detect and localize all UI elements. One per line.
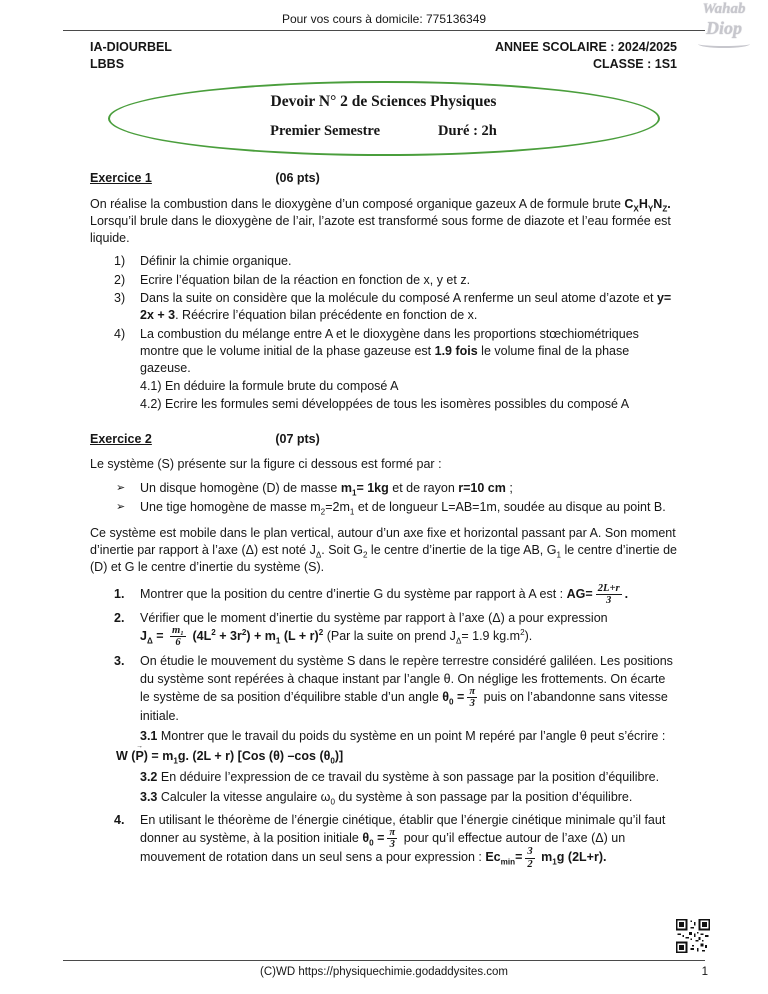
item-number: 1) bbox=[114, 253, 126, 268]
item-text bbox=[140, 326, 677, 412]
list-item bbox=[90, 582, 677, 606]
brand-logo-text-line1: Wahab bbox=[702, 1, 746, 17]
item-text: En utilisant le théorème de l’énergie cinétique, établir que l’énergie cinétique minimale qu’il faut donner au système, à la position initiale $\theta_0$ = $\frac{\pi}{3}$ pour qu’il effectue autour de l’axe (Δ) un mouvement de rotation dans un seul sens a pour expression : $Ec_{min}=$ $\frac{3}{2}$ $m_1g$ (2L+r). bbox=[140, 812, 666, 870]
exercise1-intro: On réalise la combustion dans le dioxygène d’un composé organique gazeux A de formule brute $C_XH_YN_Z$. Lorsqu’il brule dans le dioxygène de l’air, l’azote est transformé sous forme de diazote et l’eau formée est liquide. bbox=[90, 197, 671, 245]
page-number: 1 bbox=[701, 966, 708, 979]
exercise2-points: (07 pts) bbox=[275, 431, 320, 446]
document-subtitle-row bbox=[120, 122, 648, 142]
exercise2-title: Exercice 2 bbox=[90, 431, 152, 446]
list-item bbox=[90, 326, 677, 412]
exercise1-heading-row bbox=[90, 170, 677, 187]
item-text: Dans la suite on considère que la molécule du composé A renferme un seul atome d’azote et y= 2x + 3. Réécrire l’équation bilan précédente en fonction de x. bbox=[140, 291, 672, 323]
item-number: 2) bbox=[114, 272, 126, 287]
bullet-item bbox=[90, 480, 677, 497]
item-text bbox=[116, 652, 677, 807]
item-number: 1. bbox=[114, 586, 125, 601]
sub-question-3-2: 3.2 En déduire l’expression de ce travail du système à son passage par la position d’équilibre. bbox=[140, 769, 660, 784]
header-right-block bbox=[495, 39, 677, 73]
document-content bbox=[90, 36, 677, 873]
brand-logo-text-line2: Diop bbox=[706, 18, 742, 38]
brand-logo bbox=[688, 2, 760, 48]
document-title: Devoir N° 2 de Sciences Physiques bbox=[270, 92, 497, 110]
header-contact-note: Pour vos cours à domicile: 775136349 bbox=[281, 12, 487, 26]
list-item bbox=[90, 290, 677, 324]
sub-question-3-3: 3.3 Calculer la vitesse angulaire $\omega_0$ du système à son passage par la position d’équilibre. bbox=[140, 789, 633, 807]
school-year: ANNEE SCOLAIRE : 2024/2025 bbox=[494, 40, 677, 54]
item-number: 4. bbox=[114, 812, 125, 827]
bullet-text: Une tige homogène de masse $m_2=2m_1$ et de longueur L=AB=1m, soudée au disque au point B. bbox=[140, 500, 666, 517]
list-item bbox=[90, 609, 677, 649]
exercise1-points: (06 pts) bbox=[275, 171, 320, 186]
qr-code bbox=[676, 918, 710, 954]
arrow-bullet-icon: ➢ bbox=[116, 501, 126, 514]
school-region: IA-DIOURBEL bbox=[90, 40, 172, 54]
qr-code-image bbox=[676, 918, 710, 954]
duration-label: Duré : 2h bbox=[438, 122, 497, 139]
exercise2-heading-row bbox=[90, 431, 677, 448]
bullet-text: Un disque homogène (D) de masse $m_1= 1kg$ et de rayon r=10 cm ; bbox=[140, 481, 513, 498]
arrow-bullet-icon: ➢ bbox=[116, 482, 126, 495]
semester-label: Premier Semestre bbox=[270, 122, 381, 139]
list-item bbox=[90, 652, 677, 806]
header-divider bbox=[63, 30, 705, 31]
item-text: Ecrire l’équation bilan de la réaction en fonction de x, y et z. bbox=[140, 272, 471, 287]
footer-divider bbox=[63, 960, 705, 961]
school-name: LBBS bbox=[90, 56, 125, 71]
item-text: Montrer que la position du centre d’inertie G du système par rapport à A est : AG= $\frac{2L+r}{3}$ . bbox=[140, 582, 629, 606]
bullet-item bbox=[90, 499, 677, 516]
class-label: CLASSE : 1S1 bbox=[592, 56, 677, 71]
header-left-block bbox=[90, 39, 172, 73]
exercise2-bullet-list bbox=[90, 480, 677, 516]
list-item bbox=[90, 253, 677, 270]
list-item bbox=[90, 811, 677, 868]
item-number: 3. bbox=[114, 653, 125, 668]
exercise2-list bbox=[90, 582, 677, 870]
sub-question-4-1: 4.1) En déduire la formule brute du composé A bbox=[140, 378, 399, 393]
item-number: 3) bbox=[114, 291, 126, 306]
sub-question-4-2: 4.2) Ecrire les formules semi développées de tous les isomères possibles du composé A bbox=[140, 396, 630, 411]
item-text: Vérifier que le moment d’inertie du système par rapport à l’axe (Δ) a pour expression $J_\Delta$ = $\frac{\text{m₁}}{6}$ $(4L^2 + 3r^2) + m_1$ $(L + r)^2$ (Par la suite on prend $J_\Delta= 1.9$ $kg.m^2$). bbox=[140, 611, 608, 649]
item-number: 4) bbox=[114, 327, 126, 342]
document-header bbox=[90, 39, 677, 73]
item-text: Définir la chimie organique. bbox=[140, 253, 292, 268]
sub-question-3-1: 3.1 Montrer que le travail du poids du système en un point M repéré par l’angle θ peut s’écrire : bbox=[140, 729, 666, 744]
item-main-text: La combustion du mélange entre A et le dioxygène dans les proportions stœchiométriques montre que le volume initial de la phase gazeuse est 1.9 fois le volume final de la phase gazeuse. bbox=[140, 327, 639, 375]
exercise1-list bbox=[90, 253, 677, 413]
item-main-text: On étudie le mouvement du système S dans le repère terrestre considéré galiléen. Les positions du système sont repérées à chaque instant par l’angle θ. On néglige les frottements. On écarte le système de sa position d’équilibre stable d’un angle $\theta_0$ = $\frac{\pi}{3}$ puis on l’abandonne sans vitesse initiale. bbox=[140, 653, 673, 724]
brand-logo-flourish bbox=[698, 40, 750, 48]
footer-copyright-link: (C)WD https://physiquechimie.godaddysites.com bbox=[260, 966, 508, 979]
exercise2-intro: Le système (S) présente sur la figure ci dessous est formé par : bbox=[90, 457, 442, 472]
exercise2-paragraph: Ce système est mobile dans le plan vertical, autour d’un axe fixe et horizontal passant par A. Son moment d’inertie par rapport à l’axe (Δ) est noté $J_\Delta$. Soit $G_2$ le centre d’inertie de la tige AB, $G_1$ le centre d’inertie de (D) et G le centre d’inertie du système (S). bbox=[90, 526, 678, 574]
title-ellipse bbox=[108, 81, 660, 156]
item-number: 2. bbox=[114, 611, 125, 626]
exercise1-title: Exercice 1 bbox=[90, 171, 152, 186]
list-item bbox=[90, 272, 677, 289]
work-formula: W (P →) = $m_1g$. (2L + r) [Cos (θ) –cos $(\theta_0)$] bbox=[116, 747, 677, 765]
